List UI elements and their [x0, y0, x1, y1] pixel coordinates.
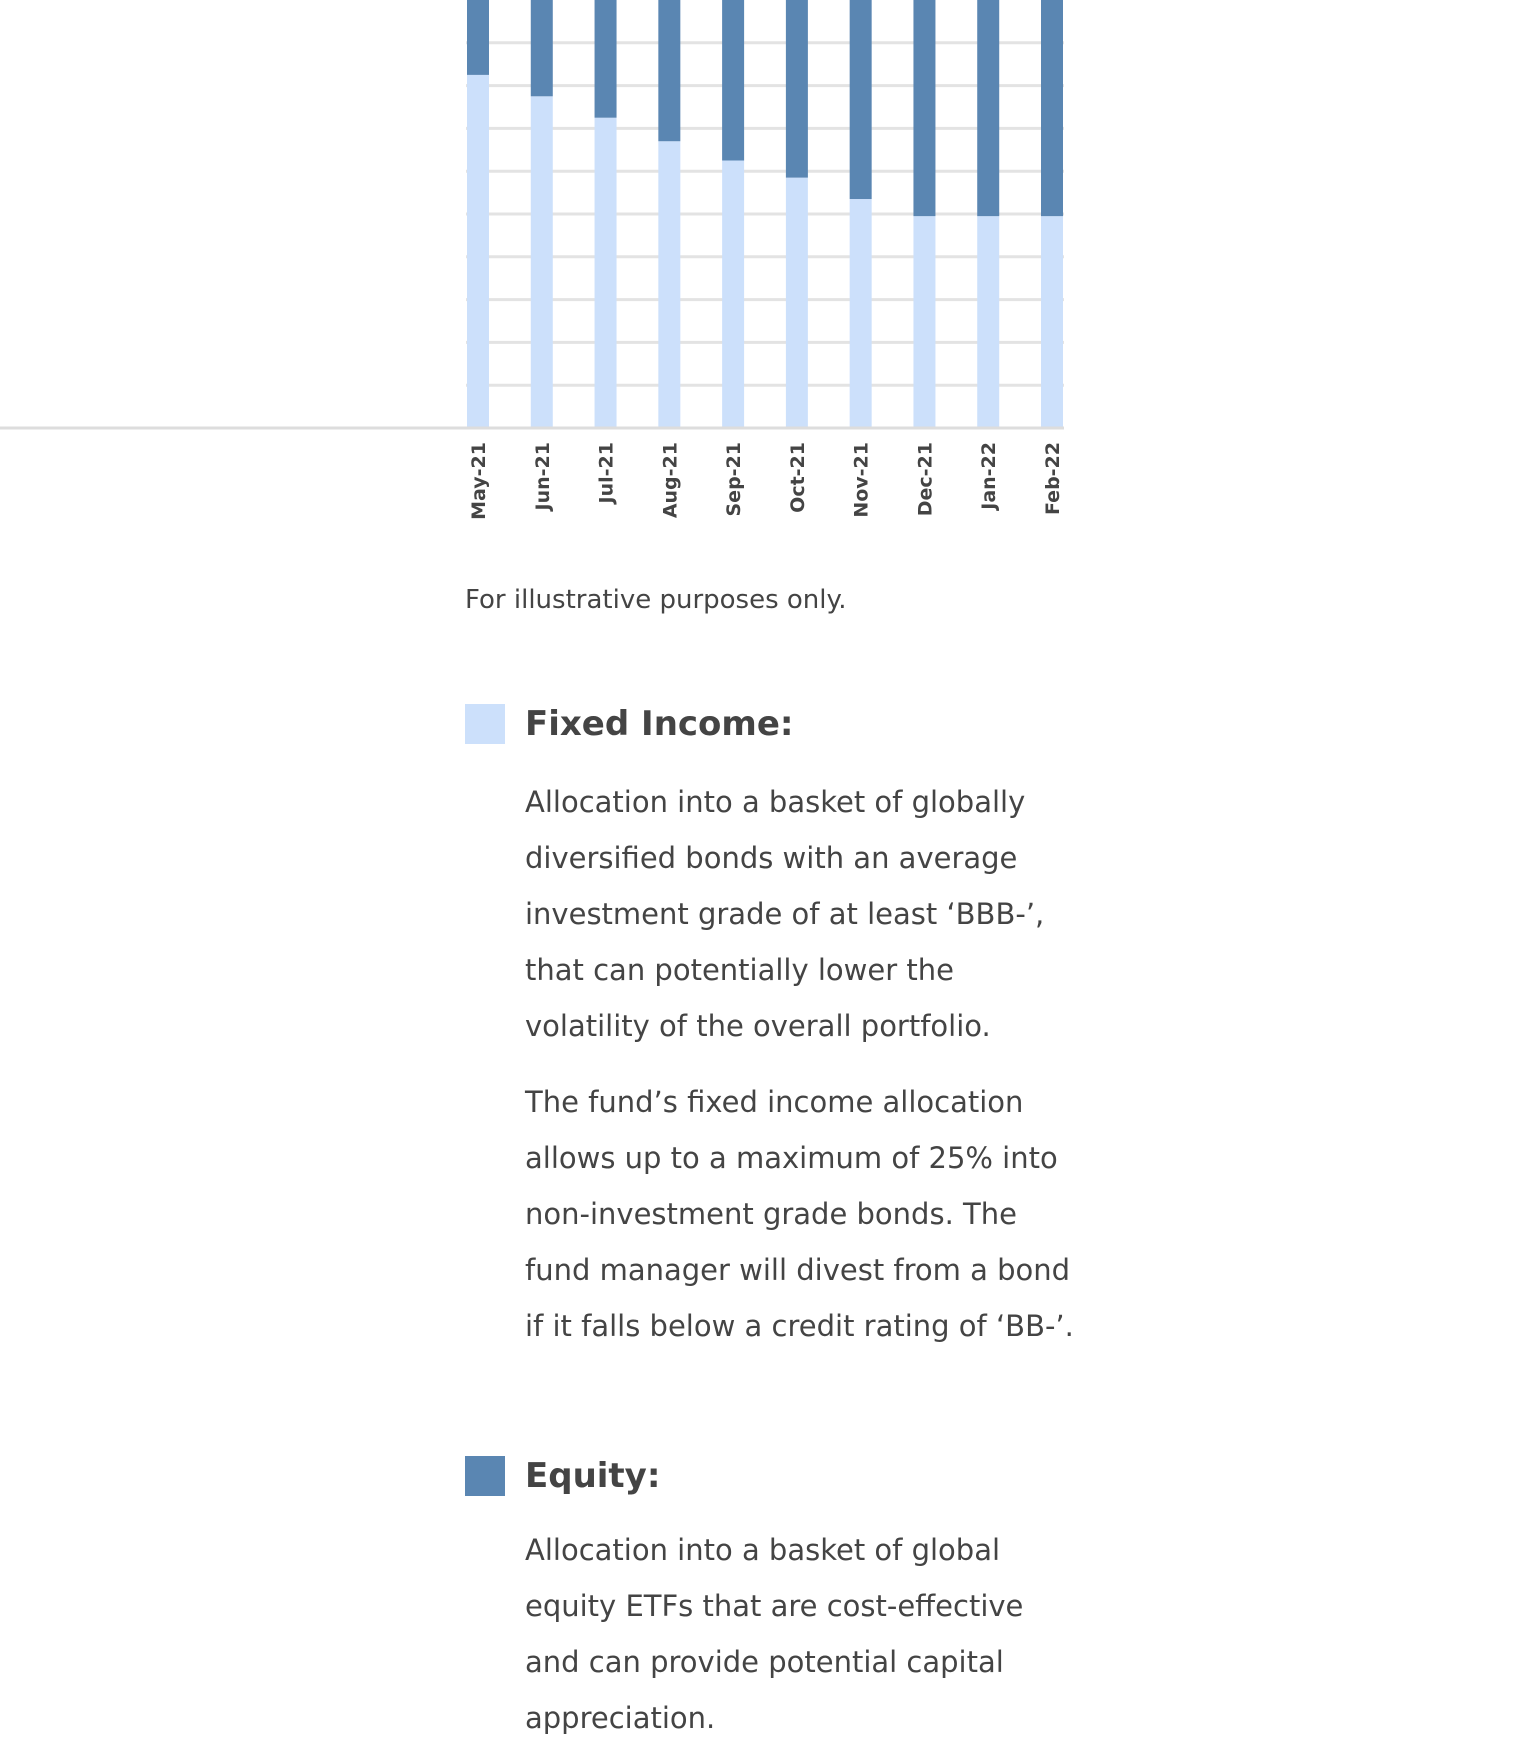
x-tick-label: Sep-21: [723, 442, 746, 517]
legend-fixed-income: [465, 704, 1085, 1354]
bar-fixed-income-jun-21: [531, 96, 553, 428]
x-tick-label: Jul-21: [595, 442, 618, 504]
bar-fixed-income-jul-21: [595, 118, 617, 428]
x-tick-label: Jan-22: [978, 442, 1001, 510]
bar-equity-dec-21: [913, 0, 935, 216]
bar-equity-oct-21: [786, 0, 808, 178]
bar-fixed-income-dec-21: [913, 216, 935, 428]
bar-equity-jun-21: [531, 0, 553, 96]
x-tick-label: Dec-21: [914, 442, 937, 517]
legend-fixed-income-header: [465, 704, 1085, 744]
bar-equity-jul-21: [595, 0, 617, 118]
equity-description: Allocation into a basket of global equity ETFs that are cost-effective and can provide potential capital appreciation.: [525, 1533, 1024, 1735]
allocation-bar-chart: [0, 0, 1536, 530]
equity-swatch: [465, 1456, 505, 1496]
x-tick-label: May-21: [468, 442, 490, 520]
x-tick-label: Aug-21: [659, 442, 682, 519]
bar-fixed-income-jan-22: [977, 216, 999, 428]
x-tick-label: Feb-22: [1042, 442, 1064, 516]
equity-title: Equity:: [525, 1456, 661, 1496]
bar-equity-nov-21: [850, 0, 872, 199]
bar-equity-sep-21: [722, 0, 744, 161]
bar-fixed-income-feb-22: [1041, 216, 1063, 428]
x-tick-labels: [468, 442, 1064, 520]
bar-equity-jan-22: [977, 0, 999, 216]
bar-fixed-income-aug-21: [658, 141, 680, 428]
legend-equity: [465, 1456, 1085, 1746]
x-tick-label: Nov-21: [850, 442, 873, 518]
bar-equity-may-21: [467, 0, 489, 75]
bar-equity-feb-22: [1041, 0, 1063, 216]
legend-equity-header: [465, 1456, 1085, 1496]
illustrative-note: For illustrative purposes only.: [465, 585, 847, 615]
fixed-income-description: Allocation into a basket of globally diversified bonds with an average investment grade of at least ‘BBB-’, that can potentially lower the volatility of the overall portfolio.: [525, 785, 1045, 1043]
x-tick-label: Jun-21: [531, 442, 554, 511]
fixed-income-swatch: [465, 704, 505, 744]
gridlines: [466, 43, 1064, 385]
fixed-income-note: The fund’s fixed income allocation allows up to a maximum of 25% into non-investment grade bonds. The fund manager will divest from a bond if it falls below a credit rating of ‘BB-’.: [525, 1085, 1074, 1343]
bar-fixed-income-nov-21: [850, 199, 872, 428]
bar-fixed-income-sep-21: [722, 161, 744, 429]
x-tick-label: Oct-21: [786, 442, 809, 513]
fixed-income-title: Fixed Income:: [525, 704, 794, 744]
bar-fixed-income-oct-21: [786, 178, 808, 428]
bar-fixed-income-may-21: [467, 75, 489, 428]
bar-equity-aug-21: [658, 0, 680, 141]
